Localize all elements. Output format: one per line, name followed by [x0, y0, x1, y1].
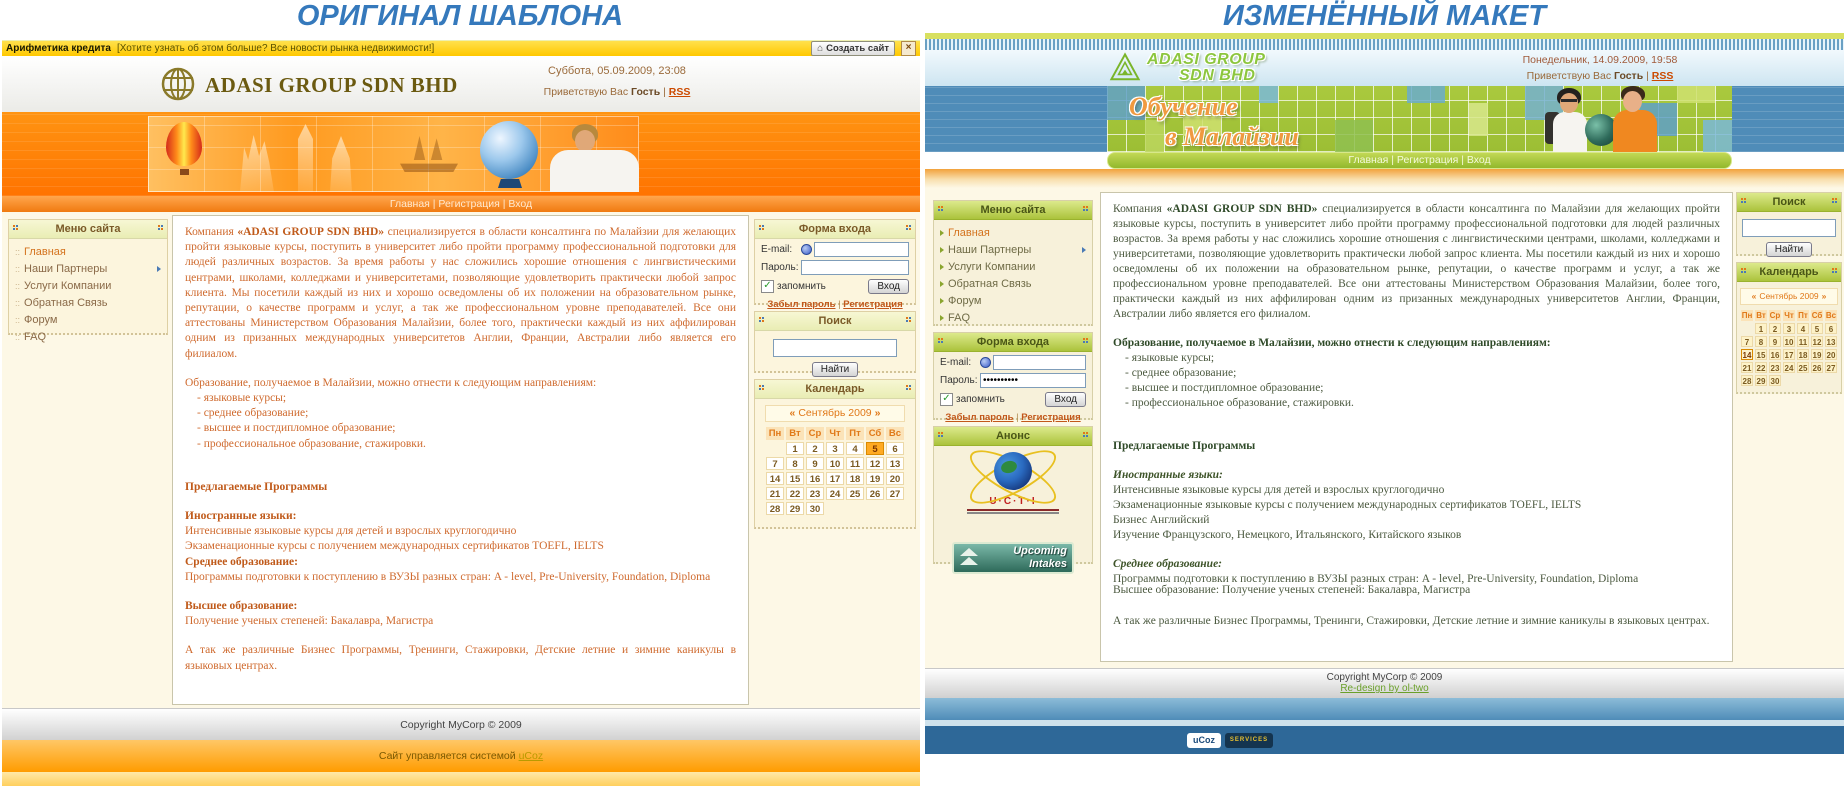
bottom-strip — [2, 772, 920, 786]
content-gap — [185, 629, 736, 643]
calendar-day[interactable]: 20 — [1826, 351, 1836, 360]
calendar-day[interactable]: 23 — [806, 487, 824, 500]
content-area — [172, 215, 749, 705]
login-form-box: Форма входа E-mail: Пароль: •••••••••• ✓ запомнить Вход Забыл пароль | Регистрация — [933, 332, 1093, 420]
content-p: Программы подготовки к поступлению в ВУЗЫ разных стран: A - level, Pre-University, Foundation, Diploma — [185, 570, 711, 583]
close-icon[interactable]: × — [901, 41, 916, 56]
content-line: Бизнес Английский — [1113, 514, 1210, 526]
weekday-label: Чт — [1784, 311, 1794, 320]
ucti-name: U·C·T·I — [989, 496, 1037, 507]
weekday-label: Вт — [786, 427, 804, 440]
calendar-day[interactable]: 25 — [846, 487, 864, 500]
rss-link[interactable]: RSS — [1651, 70, 1674, 82]
search-box — [1736, 192, 1842, 256]
weekday-label: Ср — [806, 427, 824, 440]
original-site — [2, 40, 920, 786]
content-bold: Образование, получаемое в Малайзии, можно отнести к следующим направлениям: — [1113, 337, 1551, 349]
content-gap — [185, 466, 736, 480]
login-button[interactable]: Вход — [1045, 392, 1086, 407]
banner — [925, 86, 1844, 152]
content-gap — [185, 362, 736, 376]
content-p: А так же различные Бизнес Программы, Тренинги, Стажировки, Детские летние и зимние каникулы в языковых центрах. — [185, 644, 736, 672]
content-line: Экзаменационные языковые курсы с получением международных сертификатов TOEFL, IELTS — [1113, 499, 1582, 511]
content-lead: Компания «ADASI GROUP SDN BHD» специализируется в области консалтинга по Малайзии для желающих пройти языковые курсы, поступить в университет либо пройти программу профессиональной подготовки для людей различных возрастов. За время работы у нас сложились хорошие отношения с лингвистическими центрами, школами, колледжами и университетами, позволяющие удовлетворить практически любой запрос клиента. Мы посетили каждый из них и хорошо осведомлены об их положении на образовательном рынке, репутации, о качестве программ и услуг, а так же профессиональном уровне преподавателей. Все они аттестованы Министерством Образования Малайзии, более того, практически каждый из них аффилирован одним из призанных международных университетов Англии, Франции, Австралии либо является его филиалом. — [185, 226, 736, 360]
calendar-day[interactable]: 13 — [886, 457, 904, 470]
main-nav[interactable]: Главная | Регистрация | Вход — [2, 196, 920, 212]
create-site-label: Создать сайт — [826, 43, 889, 54]
content-gap — [185, 585, 736, 599]
calendar-day[interactable]: 14 — [766, 472, 784, 485]
calendar-day[interactable]: 19 — [866, 472, 884, 485]
weekday-label: Сб — [1811, 311, 1823, 320]
services-badge[interactable]: SERVICES — [1225, 733, 1273, 748]
globe-stand-graphic — [498, 179, 522, 188]
content-gap — [1113, 322, 1720, 336]
calendar-day[interactable]: 4 — [846, 442, 864, 455]
content-gap — [1113, 454, 1720, 468]
content-list: - профессиональное образование, стажировки. — [1125, 397, 1354, 409]
remember-checkbox[interactable]: ✓ — [940, 393, 953, 406]
page-body — [925, 188, 1844, 668]
calendar-day[interactable]: 17 — [826, 472, 844, 485]
calendar-day[interactable]: 6 — [886, 442, 904, 455]
email-icon — [980, 357, 991, 368]
calendar-next[interactable]: » — [874, 407, 881, 419]
upcoming-intakes-banner[interactable]: Upcoming Intakes — [952, 542, 1074, 574]
balloon-graphic — [166, 122, 202, 166]
calendar-day[interactable]: 22 — [786, 487, 804, 500]
content-bold: Среднее образование: — [185, 555, 298, 568]
calendar-day[interactable]: 7 — [1741, 336, 1753, 347]
banner-photo — [148, 116, 639, 192]
chevron-up-icon — [960, 548, 978, 556]
login-form-box: Форма входа E-mail: Пароль: ✓ запомнить Вход Забыл пароль | Регистрация — [754, 219, 916, 305]
calendar-day[interactable]: 30 — [1770, 377, 1780, 386]
ucti-globe-graphic — [994, 452, 1032, 490]
orange-fade-strip — [925, 169, 1844, 188]
calendar-day[interactable]: 16 — [1770, 351, 1780, 360]
content-list: - языковые курсы; — [1125, 352, 1215, 364]
password-field[interactable] — [980, 373, 1086, 388]
content-bold: Иностранные языки: — [185, 510, 297, 523]
calendar-day[interactable]: 24 — [826, 487, 844, 500]
calendar-day[interactable]: 19 — [1812, 351, 1822, 360]
calendar-day[interactable]: 9 — [806, 457, 824, 470]
email-label: E-mail: — [940, 357, 972, 368]
calendar-box — [1736, 262, 1842, 394]
weekday-label: Пн — [1741, 311, 1753, 320]
remember-label: запомнить — [956, 394, 1005, 405]
calendar-day[interactable]: 12 — [1812, 338, 1822, 347]
password-label: Пароль: — [761, 262, 799, 273]
content-p: Программы подготовки к поступлению в ВУЗЫ разных стран: A - level, Pre-University, Foundation, Diploma — [1113, 573, 1639, 585]
calendar-day[interactable]: 29 — [1756, 377, 1766, 386]
ucoz-badge[interactable]: uCoz — [1187, 733, 1221, 748]
bigben-graphic — [298, 124, 313, 192]
calendar-day[interactable]: 26 — [866, 487, 884, 500]
calendar-day[interactable]: 6 — [1825, 323, 1837, 334]
weekday-label: Вт — [1756, 311, 1766, 320]
calendar-prev[interactable]: « — [789, 407, 796, 419]
striped-strip — [925, 39, 1844, 50]
weekday-label: Пт — [846, 427, 864, 440]
content-bold: Предлагаемые Программы — [185, 480, 328, 493]
content-bolditalic: Иностранные языки: — [1113, 469, 1223, 481]
password-label: Пароль: — [940, 375, 978, 386]
calendar-day[interactable]: 7 — [766, 457, 784, 470]
main-nav[interactable]: Главная | Регистрация | Вход — [1107, 152, 1732, 169]
ucti-logo[interactable] — [953, 452, 1073, 536]
copyright-bar — [2, 708, 920, 741]
calendar-day[interactable]: 2 — [806, 442, 824, 455]
calendar-day[interactable]: 3 — [1783, 323, 1795, 334]
topbar-site-name: Арифметика кредита — [6, 43, 111, 54]
weekday-label: Вс — [1825, 311, 1837, 320]
content-gap — [1113, 425, 1720, 439]
search-input[interactable] — [1742, 219, 1836, 237]
weekday-label: Чт — [826, 427, 844, 440]
content-list: - языковые курсы; — [197, 392, 287, 405]
calendar-day[interactable]: 27 — [886, 487, 904, 500]
right-caption: ИЗМЕНЁННЫЙ МАКЕТ — [1222, 0, 1547, 32]
chevron-right-icon — [1082, 247, 1086, 253]
site-title: ADASI GROUP SDN BHD — [205, 73, 458, 97]
ucti-subtext-graphic — [967, 509, 1059, 514]
banner — [2, 112, 920, 196]
content-gap — [185, 495, 736, 509]
forgot-password-link[interactable]: Забыл пароль — [945, 412, 1014, 423]
copyright-text: Copyright MyCorp © 2009 — [1326, 672, 1443, 683]
calendar-day[interactable]: 8 — [786, 457, 804, 470]
header-greeting: Приветствую Вас Гость | RSS — [1526, 70, 1674, 82]
copyright-bar — [925, 668, 1844, 698]
calendar-day[interactable]: 12 — [866, 457, 884, 470]
ucoz-link[interactable]: uCoz — [518, 750, 544, 762]
calendar-day[interactable]: 26 — [1812, 364, 1822, 373]
content-line: Интенсивные языковые курсы для детей и взрослых круглогодично — [185, 525, 517, 538]
woman-body-graphic — [550, 150, 639, 192]
login-form-title: Форма входа — [755, 220, 915, 239]
banner-photo — [1107, 86, 1732, 152]
calendar-month-label: Сентябрь 2009 — [798, 407, 872, 419]
site-title: ADASI GROUP SDN BHD — [1147, 51, 1266, 84]
calendar-day[interactable]: 22 — [1756, 364, 1766, 373]
header-date: Суббота, 05.09.2009, 23:08 — [548, 65, 686, 77]
calendar-month-nav — [1740, 288, 1838, 305]
triangle-logo-icon — [1109, 52, 1141, 84]
calendar-day[interactable]: 11 — [846, 457, 864, 470]
calendar-day[interactable]: 18 — [846, 472, 864, 485]
copyright-text: Copyright MyCorp © 2009 — [400, 719, 522, 731]
menu-item[interactable]: :: Форум — [9, 311, 167, 328]
calendar-title: Календарь — [1737, 263, 1841, 282]
calendar-day[interactable]: 16 — [806, 472, 824, 485]
menu-title: Меню сайта — [9, 220, 167, 239]
calendar-day[interactable]: 27 — [1826, 364, 1836, 373]
content-line: Интенсивные языковые курсы для детей и взрослых круглогодично — [1113, 484, 1445, 496]
ucoz-topbar — [2, 40, 920, 56]
menu-item[interactable]: Наши Партнеры — [934, 241, 1092, 258]
content-line: Получение ученых степеней: Бакалавра, Магистра — [185, 615, 434, 628]
calendar-day[interactable]: 9 — [1769, 336, 1781, 347]
calendar-day[interactable]: 28 — [1742, 377, 1752, 386]
content-line: Образование, получаемое в Малайзии, можно отнести к следующим направлениям: — [185, 376, 597, 389]
calendar-day[interactable]: 1 — [1755, 323, 1767, 334]
calendar-title: Календарь — [755, 380, 915, 399]
menu-item[interactable]: :: Наши Партнеры — [9, 260, 167, 277]
blue-strip — [925, 698, 1844, 720]
login-button[interactable]: Вход — [868, 279, 909, 294]
boy-body-graphic — [1613, 110, 1657, 152]
email-field[interactable] — [993, 355, 1086, 370]
menu-item[interactable]: Форум — [934, 292, 1092, 309]
ship-masts-graphic — [410, 136, 448, 160]
rss-link[interactable]: RSS — [668, 86, 691, 98]
calendar-day[interactable]: 1 — [786, 442, 804, 455]
register-link[interactable]: Регистрация — [1021, 412, 1081, 423]
calendar-day[interactable]: 25 — [1798, 364, 1808, 373]
email-icon — [801, 244, 812, 255]
landmark-graphic — [240, 130, 274, 192]
calendar-day[interactable]: 4 — [1797, 323, 1809, 334]
email-label: E-mail: — [761, 244, 793, 255]
calendar-day[interactable]: 10 — [826, 457, 844, 470]
girl-face-graphic — [1560, 93, 1578, 113]
calendar-day[interactable]: 18 — [1798, 351, 1808, 360]
bottom-service-bar — [925, 726, 1844, 754]
content-list: - высшее и постдипломное образование; — [1125, 382, 1324, 394]
calendar-day[interactable]: 15 — [786, 472, 804, 485]
calendar-day[interactable]: 14 — [1742, 351, 1752, 360]
calendar-day[interactable]: 8 — [1755, 336, 1767, 347]
redesign-credit-link[interactable]: Re-design by ol-two — [1340, 683, 1429, 694]
globe-logo-icon — [160, 66, 196, 102]
content-clipped: Высшее образование: Получение ученых степеней: Бакалавра, Магистра — [1113, 584, 1471, 596]
calendar-day[interactable]: 2 — [1769, 323, 1781, 334]
calendar-day[interactable]: 11 — [1798, 338, 1808, 347]
content-bold: Высшее образование: — [185, 600, 298, 613]
menu-item[interactable]: :: FAQ — [9, 328, 167, 345]
weekday-label: Пт — [1798, 311, 1808, 320]
content-bold: Предлагаемые Программы — [1113, 440, 1256, 452]
girl-body-graphic — [1553, 112, 1587, 152]
search-button[interactable]: Найти — [812, 362, 859, 377]
powered-bar — [2, 740, 920, 772]
calendar-day[interactable]: 30 — [806, 502, 824, 515]
header-greeting: Приветствую Вас Гость | RSS — [543, 86, 691, 98]
menu-item[interactable]: :: Обратная Связь — [9, 294, 167, 311]
guest-label: Гость — [631, 86, 661, 98]
menu-item[interactable]: FAQ — [934, 309, 1092, 326]
powered-text: Сайт управляется системой — [378, 750, 516, 762]
calendar-day[interactable]: 13 — [1826, 338, 1836, 347]
remember-checkbox[interactable]: ✓ — [761, 280, 774, 293]
content-gap — [1113, 543, 1720, 557]
calendar-day[interactable]: 29 — [786, 502, 804, 515]
banner-script-line1: Обучение — [1129, 92, 1238, 121]
password-field[interactable] — [801, 260, 909, 275]
search-title: Поиск — [755, 312, 915, 331]
content-bolditalic: Среднее образование: — [1113, 558, 1223, 570]
ship-graphic — [400, 158, 458, 172]
calendar-month-nav — [765, 405, 905, 422]
calendar-day[interactable]: 24 — [1784, 364, 1794, 373]
content-list: - высшее и постдипломное образование; — [197, 422, 396, 435]
content-gap — [1113, 411, 1720, 425]
menu-item[interactable]: :: Услуги Компании — [9, 277, 167, 294]
calendar-prev[interactable]: « — [1751, 291, 1757, 301]
menu-title: Меню сайта — [934, 201, 1092, 220]
calendar-day[interactable]: 3 — [826, 442, 844, 455]
calendar-box — [754, 379, 916, 529]
globe-graphic — [480, 121, 538, 179]
menu-item[interactable]: Обратная Связь — [934, 275, 1092, 292]
content-line: Экзаменационные курсы с получением международных сертификатов TOEFL, IELTS — [185, 540, 604, 553]
menu-item[interactable]: Главная — [934, 224, 1092, 241]
content-p: А так же различные Бизнес Программы, Тренинги, Стажировки, Детские летние и зимние каникулы в языковых центрах. — [1113, 615, 1710, 627]
chevron-up-icon — [960, 557, 978, 565]
tower-graphic — [330, 136, 352, 192]
calendar-month-label: Сентябрь 2009 — [1759, 291, 1819, 301]
search-title: Поиск — [1737, 193, 1841, 212]
left-caption: ОРИГИНАЛ ШАБЛОНА — [296, 0, 624, 32]
guest-label: Гость — [1614, 70, 1644, 82]
site-header — [925, 50, 1844, 87]
weekday-label: Вс — [886, 427, 904, 440]
glasses-graphic — [1561, 99, 1577, 102]
menu-item[interactable]: :: Главная — [9, 243, 167, 260]
content-list: - среднее образование; — [1125, 367, 1237, 379]
create-site-button[interactable] — [811, 41, 895, 56]
content-list: - среднее образование; — [197, 407, 309, 420]
content-list: - профессиональное образование, стажировки. — [197, 437, 426, 450]
header-date: Понедельник, 14.09.2009, 19:58 — [1522, 54, 1678, 66]
search-input[interactable] — [773, 339, 897, 357]
content-gap — [1113, 600, 1720, 614]
calendar-day[interactable]: 20 — [886, 472, 904, 485]
calendar-day[interactable]: 28 — [766, 502, 784, 515]
calendar-day[interactable]: 21 — [1742, 364, 1752, 373]
students-graphic — [1545, 86, 1665, 152]
search-box — [754, 311, 916, 373]
redesigned-site — [925, 33, 1844, 754]
content-line: Изучение Французского, Немецкого, Итальянского, Китайского языков — [1113, 529, 1462, 541]
email-field[interactable] — [814, 242, 909, 257]
calendar-day[interactable]: 10 — [1784, 338, 1794, 347]
login-form-title: Форма входа — [934, 333, 1092, 352]
chevron-right-icon — [157, 266, 161, 272]
weekday-label: Пн — [766, 427, 784, 440]
content-area — [1100, 192, 1733, 662]
site-header — [2, 56, 920, 113]
register-link[interactable]: Регистрация — [843, 299, 903, 310]
calendar-day[interactable]: 17 — [1784, 351, 1794, 360]
forgot-password-link[interactable]: Забыл пароль — [767, 299, 836, 310]
house-icon: ⌂ — [817, 42, 824, 54]
content-gap — [185, 452, 736, 466]
page-body — [2, 212, 920, 708]
calendar-next[interactable]: » — [1821, 291, 1827, 301]
calendar-day[interactable]: 5 — [1811, 323, 1823, 334]
site-menu-box — [933, 200, 1093, 326]
site-menu-box — [8, 219, 168, 343]
calendar-day[interactable]: 15 — [1756, 351, 1766, 360]
weekday-label: Ср — [1769, 311, 1781, 320]
content-lead: Компания «ADASI GROUP SDN BHD» специализируется в области консалтинга по Малайзии для желающих пройти языковые курсы, поступить в университет либо пройти программу профессиональной подготовки для людей различных возрастов. За время работы у нас сложились хорошие отношения с лингвистическими центрами, школами, колледжами и университетами, позволяющие удовлетворить практически любой запрос клиента. Мы посетили каждый из них и хорошо осведомлены об их положении на образовательном рынке, репутации, о качестве программ и услуг, а так же профессиональном уровне преподавателей. Все они аттестованы Министерством Образования Малайзии, более того, практически каждый из них аффилирован одним из призанных международных университетов Англии, Франции, Австралии либо является его филиалом. — [1113, 203, 1720, 320]
calendar-day[interactable]: 21 — [766, 487, 784, 500]
woman-face-graphic — [575, 130, 595, 152]
weekday-label: Сб — [866, 427, 884, 440]
announcement-title: Анонс — [934, 427, 1092, 446]
topbar-promo-link[interactable]: [Хотите узнать об этом больше? Все новости рынка недвижимости!] — [116, 43, 435, 54]
boy-face-graphic — [1623, 91, 1642, 112]
calendar-day[interactable]: 5 — [866, 442, 884, 455]
announcement-box — [933, 426, 1093, 570]
menu-item[interactable]: Услуги Компании — [934, 258, 1092, 275]
remember-label: запомнить — [777, 281, 826, 292]
search-button[interactable]: Найти — [1766, 242, 1813, 257]
banner-script-line2: в Малайзии — [1165, 122, 1299, 151]
calendar-day[interactable]: 23 — [1770, 364, 1780, 373]
